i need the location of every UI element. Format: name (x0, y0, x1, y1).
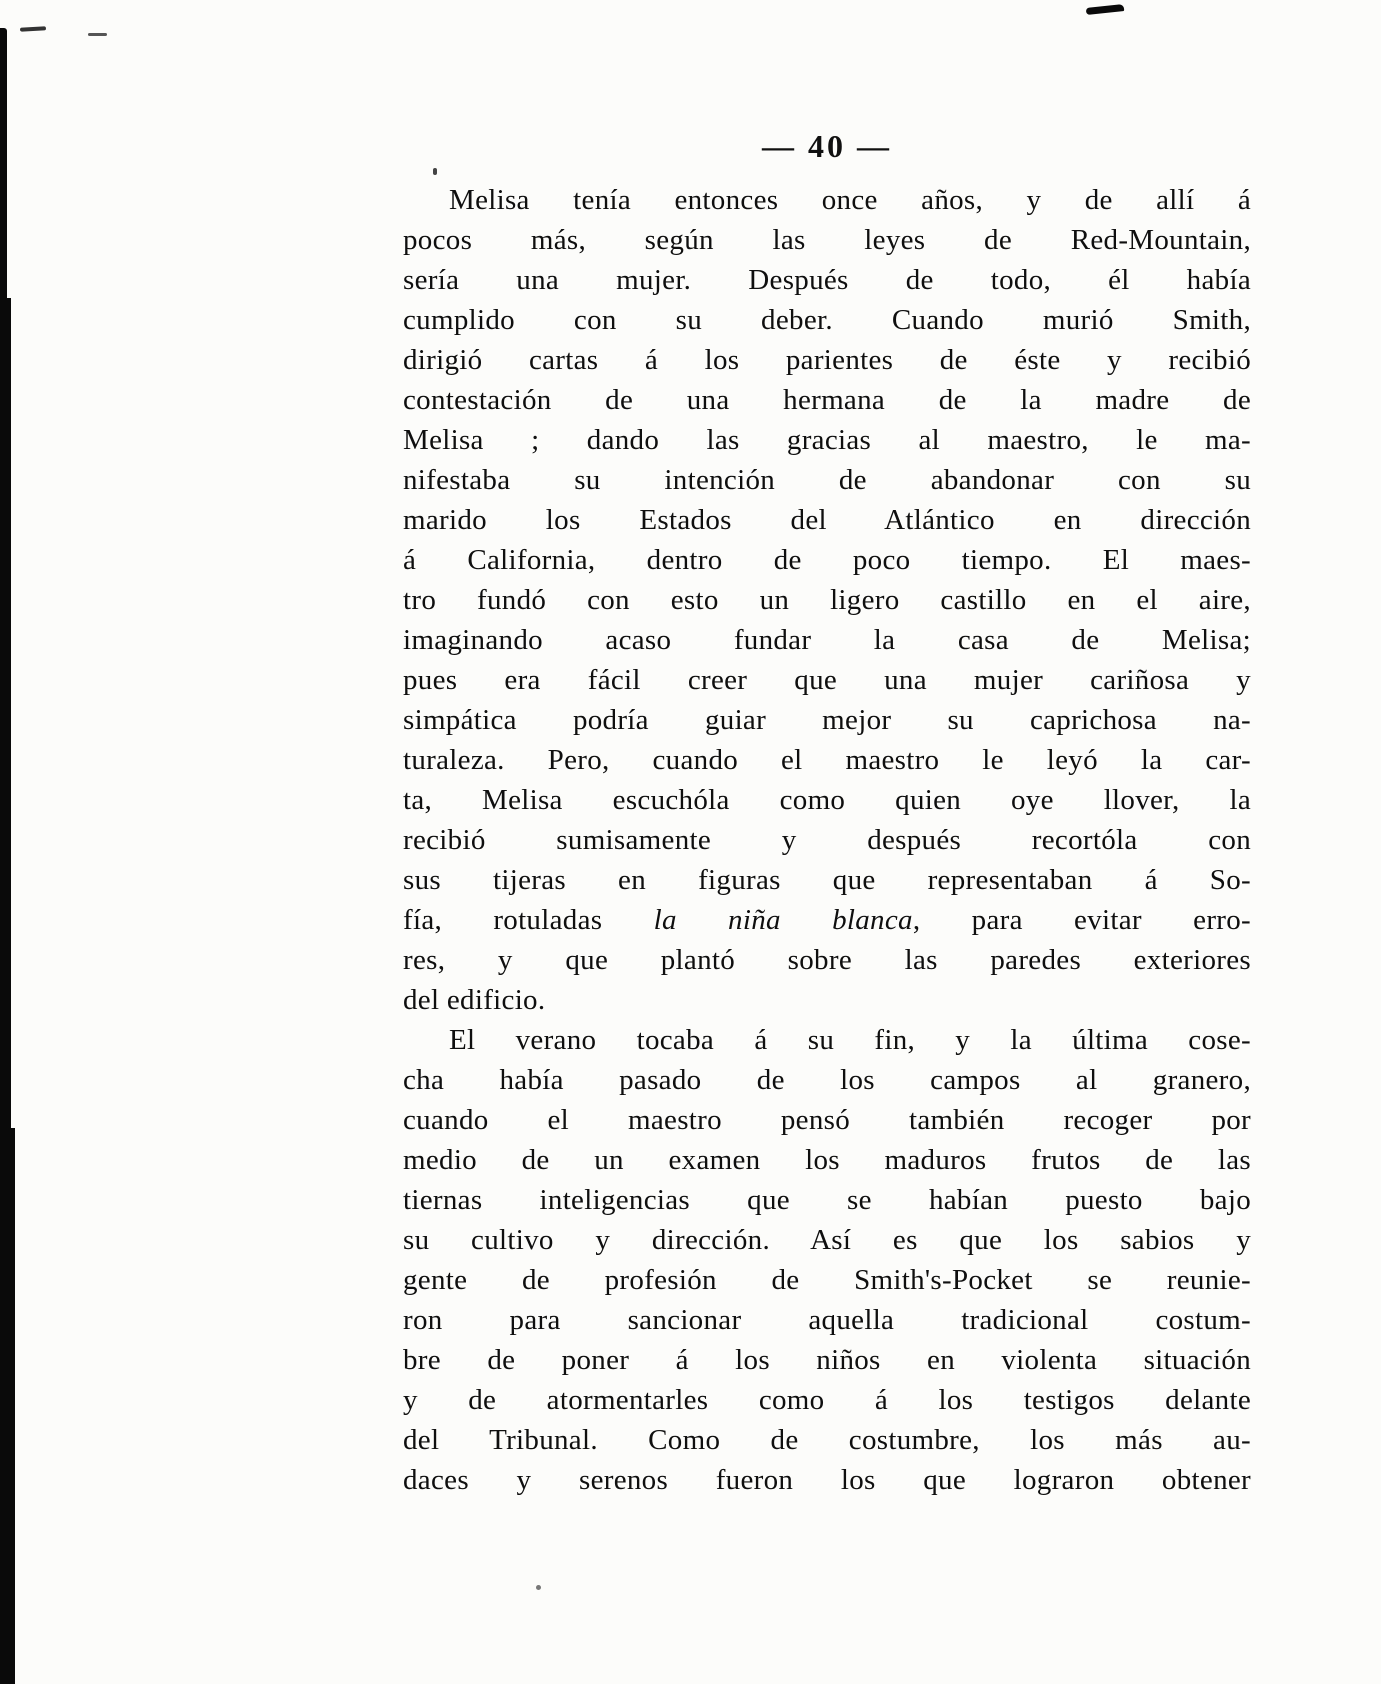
text-line: imaginando acaso fundar la casa de Melisa; (403, 624, 1251, 656)
text-line: El verano tocaba á su fin, y la última cose- (449, 1024, 1251, 1056)
body-text (403, 180, 1251, 1500)
text-line: sus tijeras en figuras que representaban á So- (403, 864, 1251, 896)
scan-mark-top-left-2 (88, 33, 107, 36)
text-line: á California, dentro de poco tiempo. El maes- (403, 544, 1251, 576)
text-line: del Tribunal. Como de costumbre, los más au- (403, 1424, 1251, 1456)
page-number: — 40 — (762, 128, 892, 164)
scan-speck (536, 1585, 541, 1590)
text-block (403, 180, 1251, 1500)
text-line: recibió sumisamente y después recortóla con (403, 824, 1251, 856)
scan-speck (433, 168, 437, 175)
text-line: nifestaba su intención de abandonar con su (403, 464, 1251, 496)
text-line: marido los Estados del Atlántico en dirección (403, 504, 1251, 536)
text-line: ron para sancionar aquella tradicional costum- (403, 1304, 1251, 1336)
text-line: cha había pasado de los campos al granero, (403, 1064, 1251, 1096)
text-line: dirigió cartas á los parientes de éste y recibió (403, 344, 1251, 376)
binding-edge-segment (0, 1128, 15, 1684)
text-line: res, y que plantó sobre las paredes exteriores (403, 944, 1251, 976)
text-line: daces y serenos fueron los que lograron obtener (403, 1464, 1251, 1496)
text-line: su cultivo y dirección. Así es que los sabios y (403, 1224, 1251, 1256)
text-line: Melisa tenía entonces once años, y de allí á (449, 184, 1251, 216)
scan-mark-top-left-1 (20, 26, 46, 31)
text-line: medio de un examen los maduros frutos de las (403, 1144, 1251, 1176)
paragraph (403, 1020, 1251, 1500)
text-line: sería una mujer. Después de todo, él había (403, 264, 1251, 296)
text-line: fía, rotuladas la niña blanca, para evitar erro- (403, 904, 1251, 936)
text-line: simpática podría guiar mejor su caprichosa na- (403, 704, 1251, 736)
text-line: Melisa ; dando las gracias al maestro, le ma- (403, 424, 1251, 456)
text-line: tro fundó con esto un ligero castillo en el aire, (403, 584, 1251, 616)
binding-edge-segment (0, 28, 7, 308)
text-line: bre de poner á los niños en violenta situación (403, 1344, 1251, 1376)
text-line: y de atormentarles como á los testigos delante (403, 1384, 1251, 1416)
text-line: pues era fácil creer que una mujer cariñosa y (403, 664, 1251, 696)
text-line: contestación de una hermana de la madre de (403, 384, 1251, 416)
text-line: gente de profesión de Smith's-Pocket se reunie- (403, 1264, 1251, 1296)
text-line: tiernas inteligencias que se habían puesto bajo (403, 1184, 1251, 1216)
text-line: ta, Melisa escuchóla como quien oye llover, la (403, 784, 1251, 816)
text-line: cumplido con su deber. Cuando murió Smith, (403, 304, 1251, 336)
text-line: cuando el maestro pensó también recoger por (403, 1104, 1251, 1136)
text-line: del edificio. (403, 984, 546, 1016)
text-line: turaleza. Pero, cuando el maestro le leyó la car- (403, 744, 1251, 776)
paragraph (403, 180, 1251, 1020)
binding-edge-segment (0, 298, 11, 1138)
binding-edge-artifact (0, 28, 24, 1684)
scan-mark-top-right (1086, 4, 1125, 15)
text-line: pocos más, según las leyes de Red-Mountain, (403, 224, 1251, 256)
